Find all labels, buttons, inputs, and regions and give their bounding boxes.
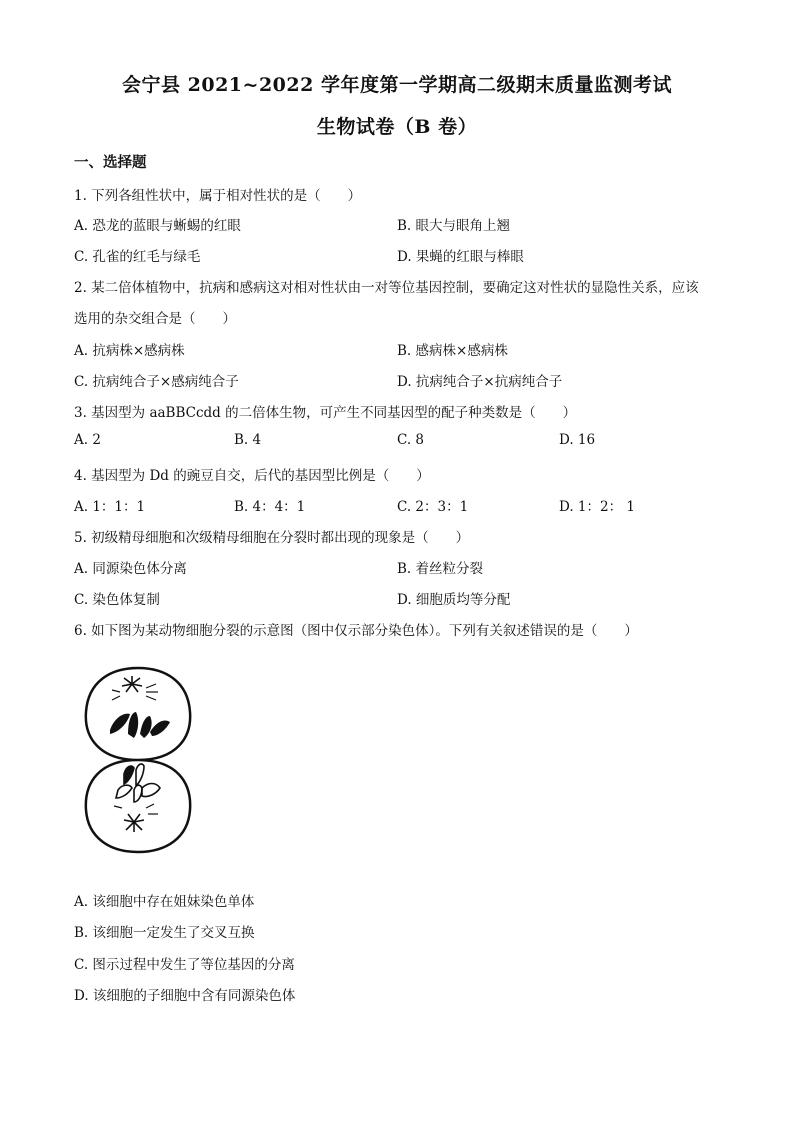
q4-option-d[interactable]: D. 1：2： 1 <box>559 499 635 515</box>
q2-option-c[interactable]: C. 抗病纯合子×感病纯合子 <box>74 374 239 390</box>
question-2-stem-line1: 2. 某二倍体植物中，抗病和感病这对相对性状由一对等位基因控制，要确定这对性状的显隐性关系，应该 <box>74 280 699 296</box>
q3-option-d[interactable]: D. 16 <box>559 432 596 448</box>
question-6-stem: 6. 如下图为某动物细胞分裂的示意图（图中仅示部分染色体）。下列有关叙述错误的是（ ） <box>74 623 638 639</box>
q1-option-d[interactable]: D. 果蝇的红眼与棒眼 <box>397 249 524 265</box>
q6-option-a[interactable]: A. 该细胞中存在姐妹染色单体 <box>74 894 255 910</box>
q1-option-c[interactable]: C. 孔雀的红毛与绿毛 <box>74 249 201 265</box>
q5-option-b[interactable]: B. 着丝粒分裂 <box>397 561 484 577</box>
question-4-stem: 4. 基因型为 Dd 的豌豆自交，后代的基因型比例是（ ） <box>74 468 430 484</box>
q3-option-a[interactable]: A. 2 <box>74 432 101 448</box>
question-3-stem: 3. 基因型为 aaBBCcdd 的二倍体生物，可产生不同基因型的配子种类数是（ ） <box>74 405 577 421</box>
q4-option-a[interactable]: A. 1：1：1 <box>74 499 146 515</box>
q3-option-c[interactable]: C. 8 <box>397 432 425 448</box>
question-5-stem: 5. 初级精母细胞和次级精母细胞在分裂时都出现的现象是（ ） <box>74 530 470 546</box>
question-1-stem: 1. 下列各组性状中，属于相对性状的是（ ） <box>74 188 362 204</box>
q6-option-d[interactable]: D. 该细胞的子细胞中含有同源染色体 <box>74 988 296 1004</box>
section-heading: 一、选择题 <box>74 154 147 171</box>
q4-option-c[interactable]: C. 2：3：1 <box>397 499 469 515</box>
cell-division-figure <box>80 662 196 858</box>
q3-option-b[interactable]: B. 4 <box>234 432 262 448</box>
q6-option-c[interactable]: C. 图示过程中发生了等位基因的分离 <box>74 957 295 973</box>
q2-option-d[interactable]: D. 抗病纯合子×抗病纯合子 <box>397 374 563 390</box>
q5-option-a[interactable]: A. 同源染色体分离 <box>74 561 187 577</box>
q5-option-c[interactable]: C. 染色体复制 <box>74 592 160 608</box>
q2-option-b[interactable]: B. 感病株×感病株 <box>397 343 508 359</box>
exam-subtitle: 生物试卷（B 卷） <box>316 116 478 138</box>
q1-option-b[interactable]: B. 眼大与眼角上翘 <box>397 218 511 234</box>
q6-option-b[interactable]: B. 该细胞一定发生了交叉互换 <box>74 925 255 941</box>
q4-option-b[interactable]: B. 4：4：1 <box>234 499 306 515</box>
q2-option-a[interactable]: A. 抗病株×感病株 <box>74 343 185 359</box>
question-2-stem-line2: 选用的杂交组合是（ ） <box>74 311 236 327</box>
q1-option-a[interactable]: A. 恐龙的蓝眼与蜥蜴的红眼 <box>74 218 241 234</box>
exam-title: 会宁县 2021~2022 学年度第一学期高二级期末质量监测考试 <box>122 74 672 96</box>
q5-option-d[interactable]: D. 细胞质均等分配 <box>397 592 511 608</box>
